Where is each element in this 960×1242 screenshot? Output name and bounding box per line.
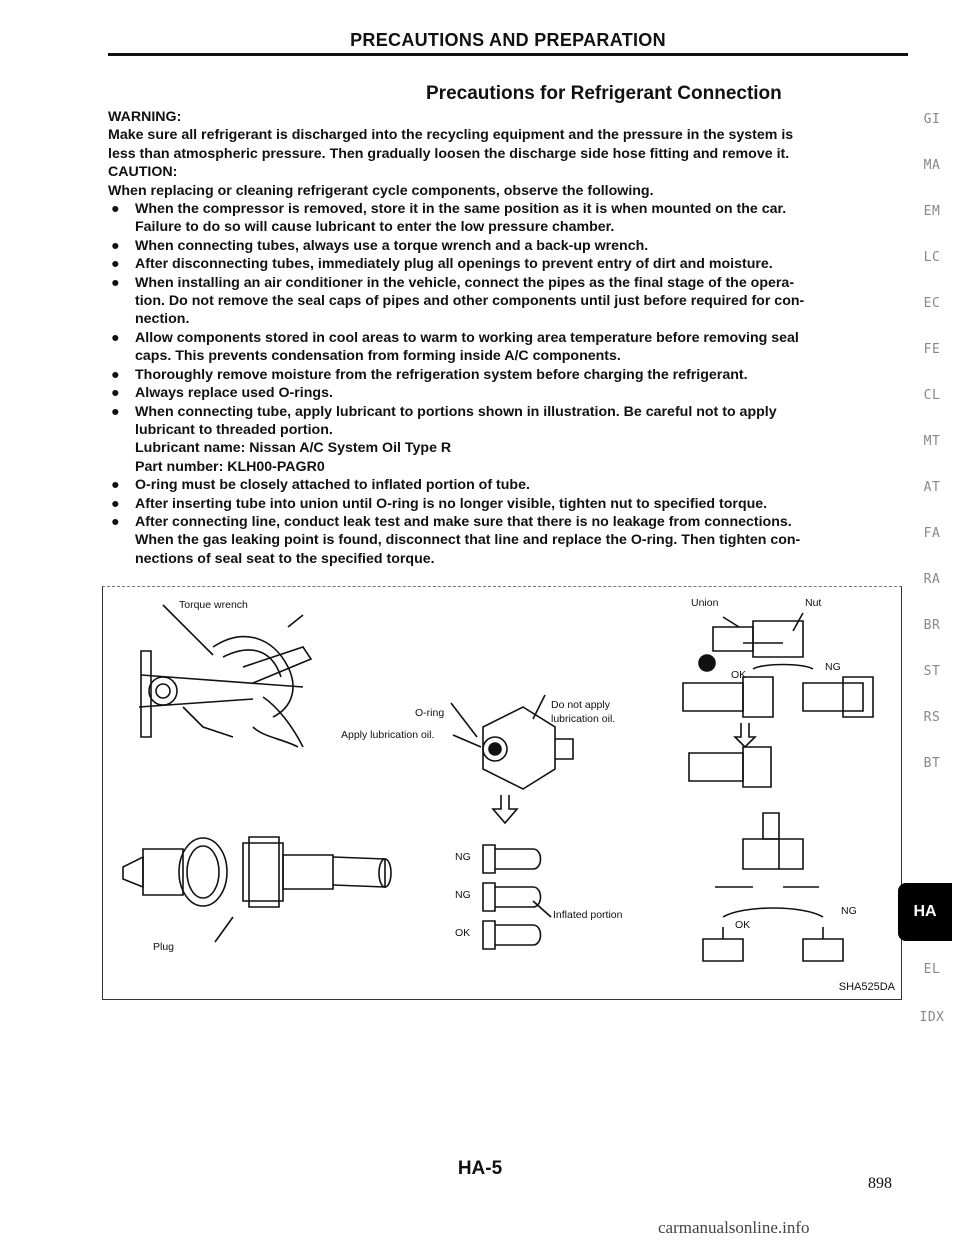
- caution-item-line: lubricant to threaded portion.: [135, 421, 333, 438]
- caution-item-line: When connecting tube, apply lubricant to portions shown in illustration. Be careful not to apply: [135, 403, 777, 420]
- label-ng-bottom: NG: [841, 905, 857, 917]
- label-ng-top: NG: [825, 661, 841, 673]
- sidebar-item-mt[interactable]: MT: [923, 434, 941, 449]
- caution-item-line: nections of seal seat to the specified torque.: [135, 550, 435, 567]
- label-inflated-portion: Inflated portion: [553, 909, 623, 921]
- caution-item-line: O-ring must be closely attached to inflated portion of tube.: [135, 477, 530, 494]
- label-ng-2: NG: [455, 889, 471, 901]
- caution-item-line: After inserting tube into union until O-ring is no longer visible, tighten nut to specified torque.: [135, 495, 768, 512]
- sidebar-item-gi[interactable]: GI: [923, 112, 941, 127]
- section-title: Precautions for Refrigerant Connection: [426, 83, 782, 104]
- caution-label: CAUTION:: [108, 164, 178, 181]
- sidebar-item-at[interactable]: AT: [923, 480, 941, 495]
- caution-item-line: When the gas leaking point is found, disconnect that line and replace the O-ring. Then tighten con-: [135, 532, 801, 549]
- sidebar-item-ma[interactable]: MA: [923, 158, 941, 173]
- sidebar-item-em[interactable]: EM: [923, 204, 941, 219]
- caution-item-line: tion. Do not remove the seal caps of pipes and other components until just before required for con-: [135, 293, 805, 310]
- sidebar-item-br[interactable]: BR: [923, 618, 941, 633]
- sidebar-item-ra[interactable]: RA: [923, 572, 941, 587]
- label-union: Union: [691, 597, 719, 609]
- label-ok-top: OK: [731, 669, 747, 681]
- bullet-icon: ●: [111, 237, 120, 254]
- torque-wrench-illustration: [139, 605, 311, 747]
- sidebar-item-lc[interactable]: LC: [923, 250, 941, 265]
- plug-illustration: [123, 837, 391, 942]
- sidebar-tab-active[interactable]: HA: [898, 883, 952, 941]
- caution-item: [108, 384, 908, 402]
- caution-item: [108, 366, 908, 384]
- caution-item-line: nection.: [135, 311, 190, 328]
- tube-ends-illustration: [483, 845, 551, 949]
- label-o-ring: O-ring: [415, 707, 445, 719]
- label-ok-bottom: OK: [735, 919, 751, 931]
- caution-item: [108, 255, 908, 273]
- bullet-icon: ●: [111, 477, 120, 494]
- label-apply-oil: Apply lubrication oil.: [341, 729, 435, 741]
- watermark: carmanualsonline.info: [658, 1218, 810, 1237]
- label-torque-wrench: Torque wrench: [179, 599, 248, 611]
- caution-list: [108, 200, 908, 568]
- page-code: HA-5: [457, 1158, 503, 1179]
- label-do-not-apply-1: Do not apply: [551, 699, 610, 711]
- sidebar-item-st[interactable]: ST: [923, 664, 941, 679]
- caution-item: [108, 329, 908, 366]
- caution-item: [108, 495, 908, 513]
- bullet-icon: ●: [111, 385, 120, 402]
- caution-item-line: Allow components stored in cool areas to warm to working area temperature before removing seal: [135, 329, 799, 346]
- sidebar-item-rs[interactable]: RS: [923, 710, 941, 725]
- warning-text-1: Make sure all refrigerant is discharged into the recycling equipment and the pressure in the system is: [108, 127, 794, 144]
- sidebar-item-bt[interactable]: BT: [923, 756, 941, 771]
- caution-item-line: Failure to do so will cause lubricant to enter the low pressure chamber.: [135, 219, 615, 236]
- label-plug: Plug: [153, 941, 175, 953]
- bullet-icon: ●: [111, 274, 120, 291]
- bullet-icon: ●: [111, 201, 120, 218]
- caution-item-line: When the compressor is removed, store it in the same position as it is when mounted on the car.: [135, 201, 787, 218]
- sidebar-item-cl[interactable]: CL: [923, 388, 941, 403]
- caution-intro: When replacing or cleaning refrigerant cycle components, observe the following.: [108, 182, 654, 199]
- caution-item-line: When installing an air conditioner in the vehicle, connect the pipes as the final stage of the opera-: [135, 274, 795, 291]
- page-number: 898: [868, 1175, 892, 1192]
- bullet-icon: ●: [111, 329, 120, 346]
- caution-item-line: Lubricant name: Nissan A/C System Oil Type R: [135, 440, 452, 457]
- header-rule: [108, 53, 908, 56]
- sidebar-item-ec[interactable]: EC: [923, 296, 941, 311]
- body-text: [108, 108, 908, 568]
- caution-item: [108, 237, 908, 255]
- bullet-icon: ●: [111, 366, 120, 383]
- label-ok-1: OK: [455, 927, 471, 939]
- warning-label: WARNING:: [108, 109, 182, 125]
- sidebar-item-fe[interactable]: FE: [923, 342, 941, 357]
- caution-item: [108, 200, 908, 237]
- sidebar-item-el[interactable]: EL: [923, 962, 941, 977]
- caution-item: [108, 403, 908, 477]
- label-do-not-apply-2: lubrication oil.: [551, 713, 616, 725]
- caution-item-line: Thoroughly remove moisture from the refrigeration system before charging the refrigerant.: [135, 366, 748, 383]
- caution-item: [108, 476, 908, 494]
- caution-item-line: Always replace used O-rings.: [135, 385, 333, 402]
- sidebar-item-idx[interactable]: IDX: [919, 1010, 945, 1025]
- caution-item-line: caps. This prevents condensation from forming inside A/C components.: [135, 348, 621, 365]
- warning-text-2: less than atmospheric pressure. Then gradually loosen the discharge side hose fitting and remove it.: [108, 145, 790, 162]
- page-title: PRECAUTIONS AND PREPARATION: [350, 30, 666, 50]
- caution-item: [108, 274, 908, 329]
- bullet-icon: ●: [111, 256, 120, 273]
- caution-item-line: After disconnecting tubes, immediately plug all openings to prevent entry of dirt and moisture.: [135, 256, 773, 273]
- bullet-icon: ●: [111, 495, 120, 512]
- illustration-frame: [102, 586, 902, 1000]
- caution-item: [108, 513, 908, 568]
- illustration-drawing: [103, 587, 901, 999]
- label-nut: Nut: [805, 597, 822, 609]
- caution-item-line: Part number: KLH00-PAGR0: [135, 458, 325, 475]
- bullet-icon: ●: [111, 513, 120, 530]
- caution-item-line: After connecting line, conduct leak test and make sure that there is no leakage from connections.: [135, 513, 792, 530]
- figure-code: SHA525DA: [838, 981, 895, 993]
- caution-item-line: When connecting tubes, always use a torque wrench and a back-up wrench.: [135, 237, 649, 254]
- bullet-icon: ●: [111, 403, 120, 420]
- sidebar-item-fa[interactable]: FA: [923, 526, 941, 541]
- label-ng-1: NG: [455, 851, 471, 863]
